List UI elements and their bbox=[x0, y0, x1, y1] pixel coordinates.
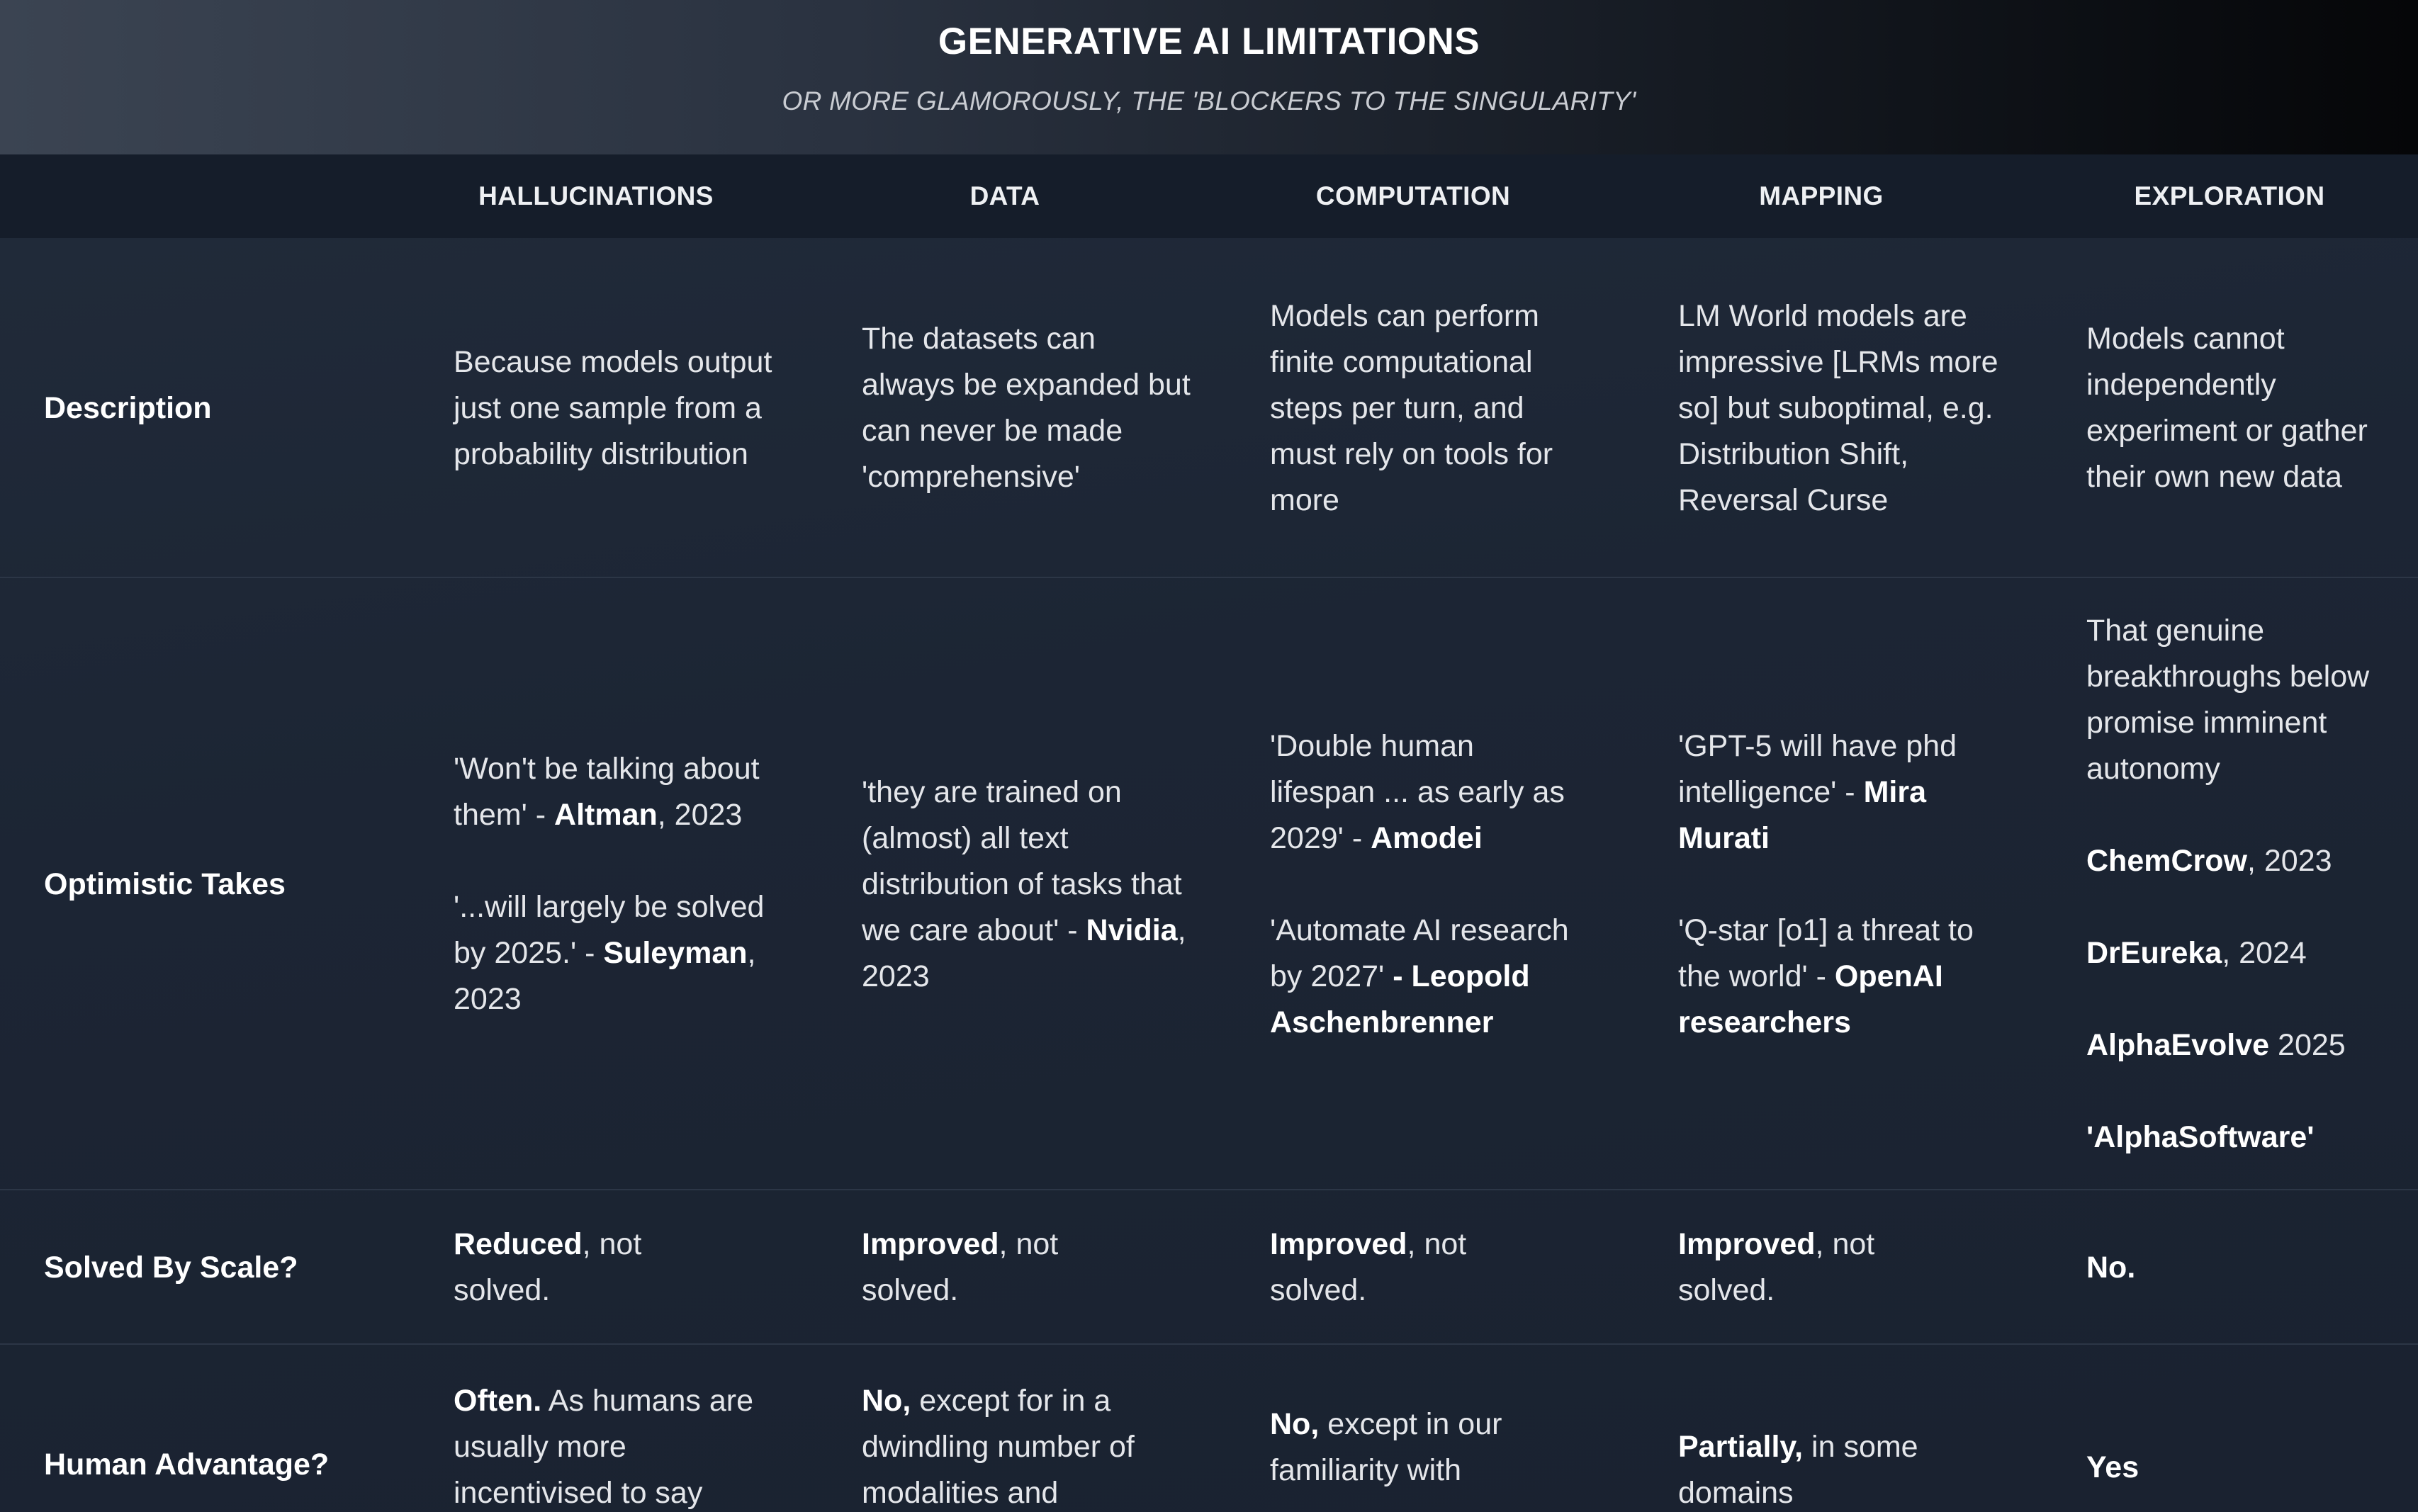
cell-text: Improved, not solved. bbox=[862, 1227, 1059, 1307]
cell-text: Yes bbox=[2086, 1450, 2139, 1484]
cell-text: No. bbox=[2086, 1250, 2136, 1285]
cell-text: No, except in our familiarity with bbox=[1270, 1407, 1502, 1487]
row-label-text: Optimistic Takes bbox=[44, 867, 286, 901]
cell-human-computation bbox=[1270, 1401, 1575, 1494]
row-label-human-advantage bbox=[44, 1448, 412, 1482]
row-label-text: Human Advantage? bbox=[44, 1448, 330, 1482]
cell-scale-mapping bbox=[1678, 1190, 1912, 1345]
cell-text: Improved, not solved. bbox=[1270, 1227, 1467, 1307]
cell-human-mapping bbox=[1678, 1424, 1983, 1512]
cell-optimistic-exploration bbox=[2086, 578, 2391, 1190]
cell-optimistic-hallucinations bbox=[454, 578, 787, 1190]
column-header-data: DATA bbox=[969, 181, 1040, 210]
cell-text: The datasets can always be expanded but can never be made 'comprehensive' bbox=[862, 322, 1191, 494]
quote-murati: 'GPT-5 will have phd intelligence' - Mira Murati bbox=[1678, 728, 1957, 855]
row-label-description bbox=[44, 238, 412, 578]
page-title: GENERATIVE AI LIMITATIONS bbox=[938, 21, 1480, 62]
exploration-intro: That genuine breakthroughs below promise imminent autonomy bbox=[2086, 614, 2370, 786]
row-label-text: Description bbox=[44, 390, 212, 425]
cell-optimistic-computation bbox=[1270, 578, 1575, 1190]
quote-altman: 'Won't be talking about them' - Altman, 2023 bbox=[454, 752, 760, 832]
cell-text: Models cannot independently experiment or gather their own new data bbox=[2086, 322, 2368, 494]
row-label-optimistic-takes bbox=[44, 578, 412, 1190]
column-header-exploration: EXPLORATION bbox=[2134, 181, 2325, 210]
quote-nvidia: 'they are trained on (almost) all text distribution of tasks that we care about' - Nvidia, 2023 bbox=[862, 774, 1186, 993]
cell-text: LM World models are impressive [LRMs more so] but suboptimal, e.g. Distribution Shift, Reversal Curse bbox=[1678, 298, 1998, 517]
cell-human-exploration bbox=[2086, 1448, 2391, 1487]
row-label-text: Solved By Scale? bbox=[44, 1250, 298, 1285]
column-header-mapping: MAPPING bbox=[1759, 181, 1884, 210]
column-header-hallucinations: HALLUCINATIONS bbox=[478, 181, 714, 210]
cell-text: Often. As humans are usually more incentivised to say bbox=[454, 1384, 753, 1510]
cell-description-mapping bbox=[1678, 238, 2011, 578]
cell-text: Models can perform finite computational steps per turn, and must rely on tools for more bbox=[1270, 298, 1553, 517]
example-chemcrow: ChemCrow, 2023 bbox=[2086, 844, 2332, 878]
cell-scale-hallucinations bbox=[454, 1190, 687, 1345]
cell-scale-data bbox=[862, 1190, 1096, 1345]
cell-human-data bbox=[862, 1378, 1166, 1512]
cell-optimistic-data bbox=[862, 578, 1195, 1190]
cell-text: Because models output just one sample from a probability distribution bbox=[454, 344, 772, 471]
row-label-solved-by-scale bbox=[44, 1190, 412, 1345]
cell-text: Reduced, not solved. bbox=[454, 1227, 642, 1307]
cell-scale-exploration bbox=[2086, 1190, 2418, 1345]
cell-scale-computation bbox=[1270, 1190, 1504, 1345]
quote-openai: 'Q-star [o1] a threat to the world' - OpenAI researchers bbox=[1678, 913, 1974, 1039]
page-subtitle: OR MORE GLAMOROUSLY, THE 'BLOCKERS TO THE SINGULARITY' bbox=[782, 86, 1636, 115]
example-alphaevolve: AlphaEvolve 2025 bbox=[2086, 1028, 2346, 1062]
quote-suleyman: '...will largely be solved by 2025.' - Suleyman, 2023 bbox=[454, 890, 765, 1016]
cell-human-hallucinations bbox=[454, 1378, 758, 1512]
row-divider bbox=[0, 1343, 2418, 1345]
cell-text: Improved, not solved. bbox=[1678, 1227, 1875, 1307]
quote-amodei: 'Double human lifespan ... as early as 2029' - Amodei bbox=[1270, 728, 1565, 855]
cell-description-computation bbox=[1270, 238, 1575, 578]
cell-text: Partially, in some domains bbox=[1678, 1430, 1918, 1510]
example-alphasoftware: 'AlphaSoftware' bbox=[2086, 1120, 2315, 1154]
example-dreureka: DrEureka, 2024 bbox=[2086, 936, 2307, 970]
cell-optimistic-mapping bbox=[1678, 578, 2011, 1190]
cell-description-exploration bbox=[2086, 238, 2370, 578]
quote-aschenbrenner: 'Automate AI research by 2027' - Leopold Aschenbrenner bbox=[1270, 913, 1569, 1039]
column-header-computation: COMPUTATION bbox=[1315, 181, 1511, 210]
cell-text: No, except for in a dwindling number of modalities and bbox=[862, 1384, 1135, 1510]
cell-description-data bbox=[862, 238, 1195, 578]
cell-description-hallucinations bbox=[454, 238, 787, 578]
